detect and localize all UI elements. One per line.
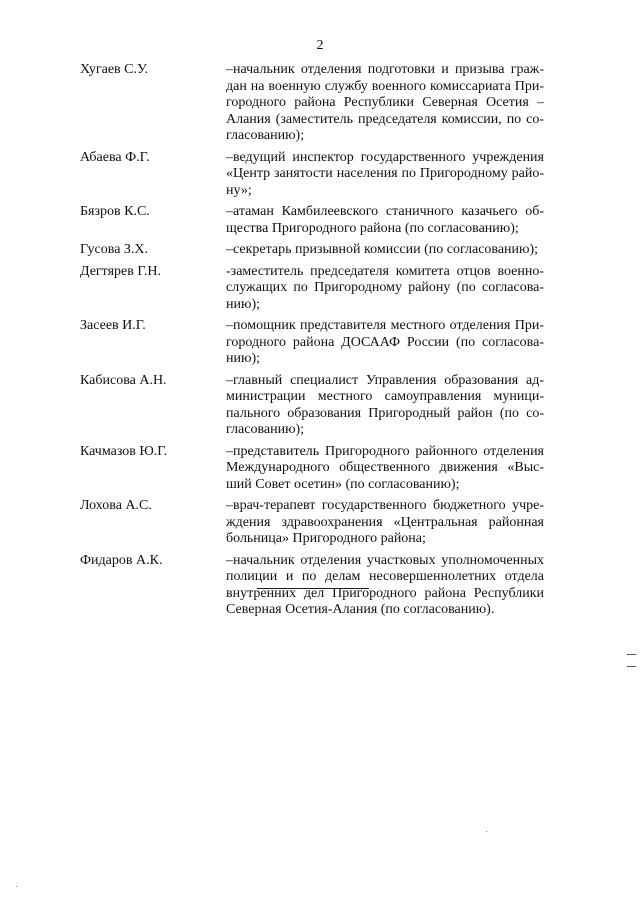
member-role-line: ну»; [226,182,252,198]
member-role-line: –начальник отделения участковых уполномоченных [226,552,544,568]
scan-speck [16,886,17,887]
member-role-line: –начальник отделения подготовки и призыва граж- [226,62,544,77]
member-role-line: –представитель Пригородного районного отделения [226,443,544,459]
member-role-line: ждения здравоохранения «Центральная районная [226,514,544,530]
member-role-line: пального образования Пригородный район (по со- [226,405,544,421]
member-role-line: дан на военную службу военного комиссариата При- [226,78,544,94]
member-entry [80,242,550,259]
member-role [226,373,544,439]
member-role-line: служащих по Пригородному району (по согласова- [226,280,544,295]
member-name: Бязров К.С. [80,204,150,219]
member-role-line: больница» Пригородного района; [226,531,426,546]
member-role-line: полиции и по делам несовершеннолетних отдела [226,569,544,584]
member-name: Кабисова А.Н. [80,372,167,388]
member-role [226,444,544,494]
margin-mark [627,654,636,655]
member-role-line: Алания (заместитель председателя комиссии, по со- [226,111,544,127]
member-name: Гусова З.Х. [80,242,149,257]
member-entry [80,204,550,237]
member-role-line: –врач-терапевт государственного бюджетного учре- [226,498,544,513]
member-role [226,264,544,314]
member-name: Лохова А.С. [80,498,152,513]
member-name: Хугаев С.У. [80,62,149,77]
member-role-line: –главный специалист Управления образования ад- [226,372,544,388]
member-role-line: щества Пригородного района (по согласованию); [226,220,519,236]
member-name: Фидаров А.К. [80,552,163,568]
member-entry [80,264,550,314]
member-name: Абаева Ф.Г. [80,149,150,165]
member-list [80,62,550,624]
member-role-line: –помощник представителя местного отделения При- [226,318,544,333]
member-entry [80,444,550,494]
member-role-line: нию); [226,296,260,312]
closing-separator-line [257,588,369,589]
member-name: Засеев И.Г. [80,318,146,333]
member-role [226,553,544,619]
member-role-line: –секретарь призывной комиссии (по согласованию); [226,242,539,257]
page-number: 2 [316,38,324,53]
member-role-line: городного района ДОСААФ России (по согласова- [226,334,544,350]
member-entry [80,498,550,548]
scan-speck [486,831,487,832]
member-role-line: гласованию); [226,422,305,437]
member-entry [80,62,550,145]
member-role-line: министрации местного самоуправления муници- [226,389,544,404]
member-role [226,62,544,145]
member-role-line: ший Совет осетин» (по согласованию); [226,476,460,492]
member-role-line: -заместитель председателя комитета отцов военно- [226,263,544,279]
member-entry [80,318,550,368]
member-role-line: городного района Республики Северная Осетия – [226,95,544,110]
member-entry [80,373,550,439]
member-name: Дегтярев Г.Н. [80,263,161,279]
member-name: Качмазов Ю.Г. [80,443,168,459]
margin-mark [627,666,636,667]
member-role [226,498,544,548]
member-role-line: –ведущий инспектор государственного учреждения [226,149,544,165]
member-role-line: внутренних дел Пригородного района Республики [226,585,544,601]
member-role-line: –атаман Камбилеевского станичного казачьего об- [226,204,544,219]
member-role-line: нию); [226,351,260,366]
member-role-line: гласованию); [226,128,305,143]
member-role [226,204,544,237]
member-entry [80,553,550,619]
member-role [226,318,544,368]
member-role-line: «Центр занятости населения по Пригородному райо- [226,166,544,181]
member-entry [80,150,550,200]
member-role [226,150,544,200]
member-role-line: Международного общественного движения «Выс- [226,460,544,475]
member-role [226,242,544,259]
member-role-line: Северная Осетия-Алания (по согласованию). [226,602,495,617]
